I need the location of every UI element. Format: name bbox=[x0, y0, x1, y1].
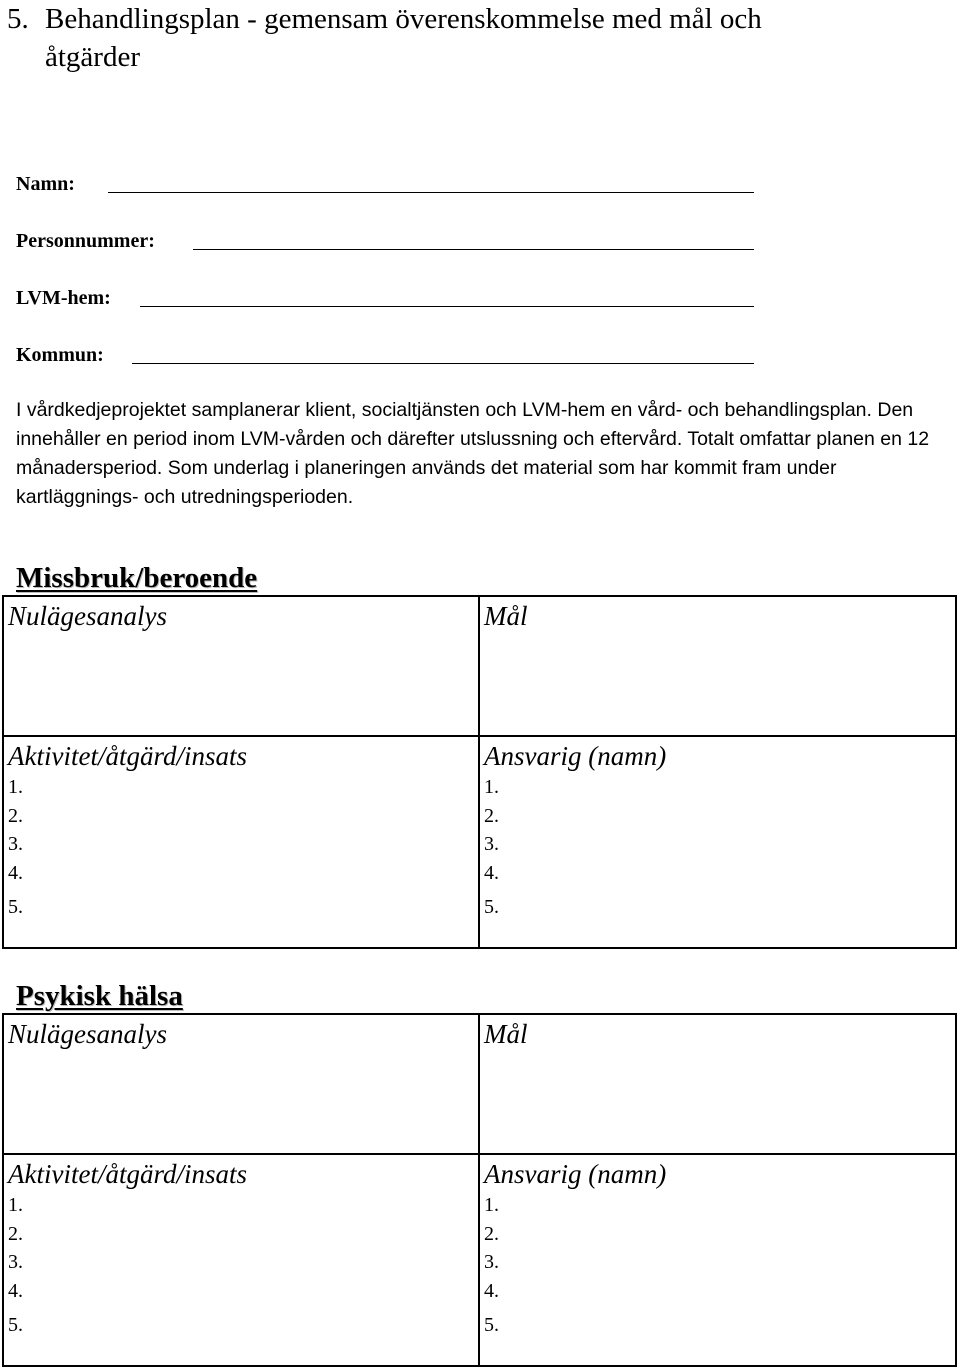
activity-item: 1. bbox=[8, 776, 23, 798]
kommun-label: Kommun: bbox=[16, 344, 104, 366]
analysis-row bbox=[4, 597, 955, 737]
intro-paragraph: I vårdkedjeprojektet samplanerar klient, socialtjänsten och LVM-hem en vård- och behandlingsplan. Den innehåller en period inom LVM-vården och därefter utslussning och eftervård. Totalt omfattar planen en 12 månadersperiod. Som underlag i planeringen används det material som har kommit fram under kartläggnings- och utredningsperioden. bbox=[16, 399, 930, 508]
section-heading-psykisk-halsa: Psykisk hälsa bbox=[16, 980, 183, 1012]
lvm-hem-field[interactable] bbox=[16, 286, 111, 310]
analysis-cell[interactable] bbox=[4, 597, 480, 735]
page-title bbox=[7, 0, 947, 76]
activity-cell[interactable] bbox=[4, 737, 480, 949]
title-number: 5. bbox=[7, 3, 29, 35]
title-line-2: åtgärder bbox=[45, 41, 140, 73]
responsible-cell[interactable] bbox=[480, 737, 955, 949]
analysis-cell[interactable] bbox=[4, 1015, 480, 1153]
analysis-label: Nulägesanalys bbox=[8, 1019, 167, 1049]
activity-label: Aktivitet/åtgärd/insats bbox=[8, 1159, 247, 1189]
responsible-item: 4. bbox=[484, 861, 499, 884]
responsible-item: 5. bbox=[484, 1314, 499, 1337]
responsible-cell[interactable] bbox=[480, 1155, 955, 1367]
goal-cell[interactable] bbox=[480, 597, 955, 735]
section-heading-missbruk: Missbruk/beroende bbox=[16, 562, 258, 594]
activity-row bbox=[4, 1155, 955, 1367]
kommun-field[interactable] bbox=[16, 343, 104, 367]
activity-label: Aktivitet/åtgärd/insats bbox=[8, 741, 247, 771]
responsible-item: 3. bbox=[484, 833, 499, 856]
lvm-hem-label: LVM-hem: bbox=[16, 287, 111, 309]
name-input-line[interactable] bbox=[108, 192, 754, 193]
lvm-hem-input-line[interactable] bbox=[140, 306, 754, 307]
activity-cell[interactable] bbox=[4, 1155, 480, 1367]
kommun-input-line[interactable] bbox=[132, 363, 754, 364]
activity-item: 5. bbox=[8, 1314, 23, 1337]
goal-cell[interactable] bbox=[480, 1015, 955, 1153]
goal-label: Mål bbox=[484, 601, 528, 631]
responsible-label: Ansvarig (namn) bbox=[484, 1159, 667, 1189]
responsible-item: 2. bbox=[484, 804, 499, 827]
activity-row bbox=[4, 737, 955, 949]
analysis-row bbox=[4, 1015, 955, 1155]
responsible-item: 5. bbox=[484, 896, 499, 919]
activity-item: 2. bbox=[8, 804, 23, 827]
activity-item: 4. bbox=[8, 861, 23, 884]
plan-table-psykisk-halsa bbox=[2, 1013, 957, 1367]
activity-item: 2. bbox=[8, 1222, 23, 1245]
personnummer-input-line[interactable] bbox=[193, 249, 754, 250]
responsible-label: Ansvarig (namn) bbox=[484, 741, 667, 771]
goal-label: Mål bbox=[484, 1019, 528, 1049]
analysis-label: Nulägesanalys bbox=[8, 601, 167, 631]
activity-item: 3. bbox=[8, 1251, 23, 1274]
personnummer-field[interactable] bbox=[16, 229, 155, 253]
activity-item: 5. bbox=[8, 896, 23, 919]
responsible-item: 4. bbox=[484, 1279, 499, 1302]
responsible-item: 3. bbox=[484, 1251, 499, 1274]
activity-item: 1. bbox=[8, 1194, 23, 1216]
plan-table-missbruk bbox=[2, 595, 957, 949]
name-field[interactable] bbox=[16, 172, 75, 196]
activity-item: 4. bbox=[8, 1279, 23, 1302]
activity-item: 3. bbox=[8, 833, 23, 856]
name-label: Namn: bbox=[16, 173, 75, 195]
personnummer-label: Personnummer: bbox=[16, 230, 155, 252]
title-line-1: Behandlingsplan - gemensam överenskommelse med mål och bbox=[45, 3, 762, 35]
responsible-item: 2. bbox=[484, 1222, 499, 1245]
responsible-item: 1. bbox=[484, 776, 499, 798]
responsible-item: 1. bbox=[484, 1194, 499, 1216]
